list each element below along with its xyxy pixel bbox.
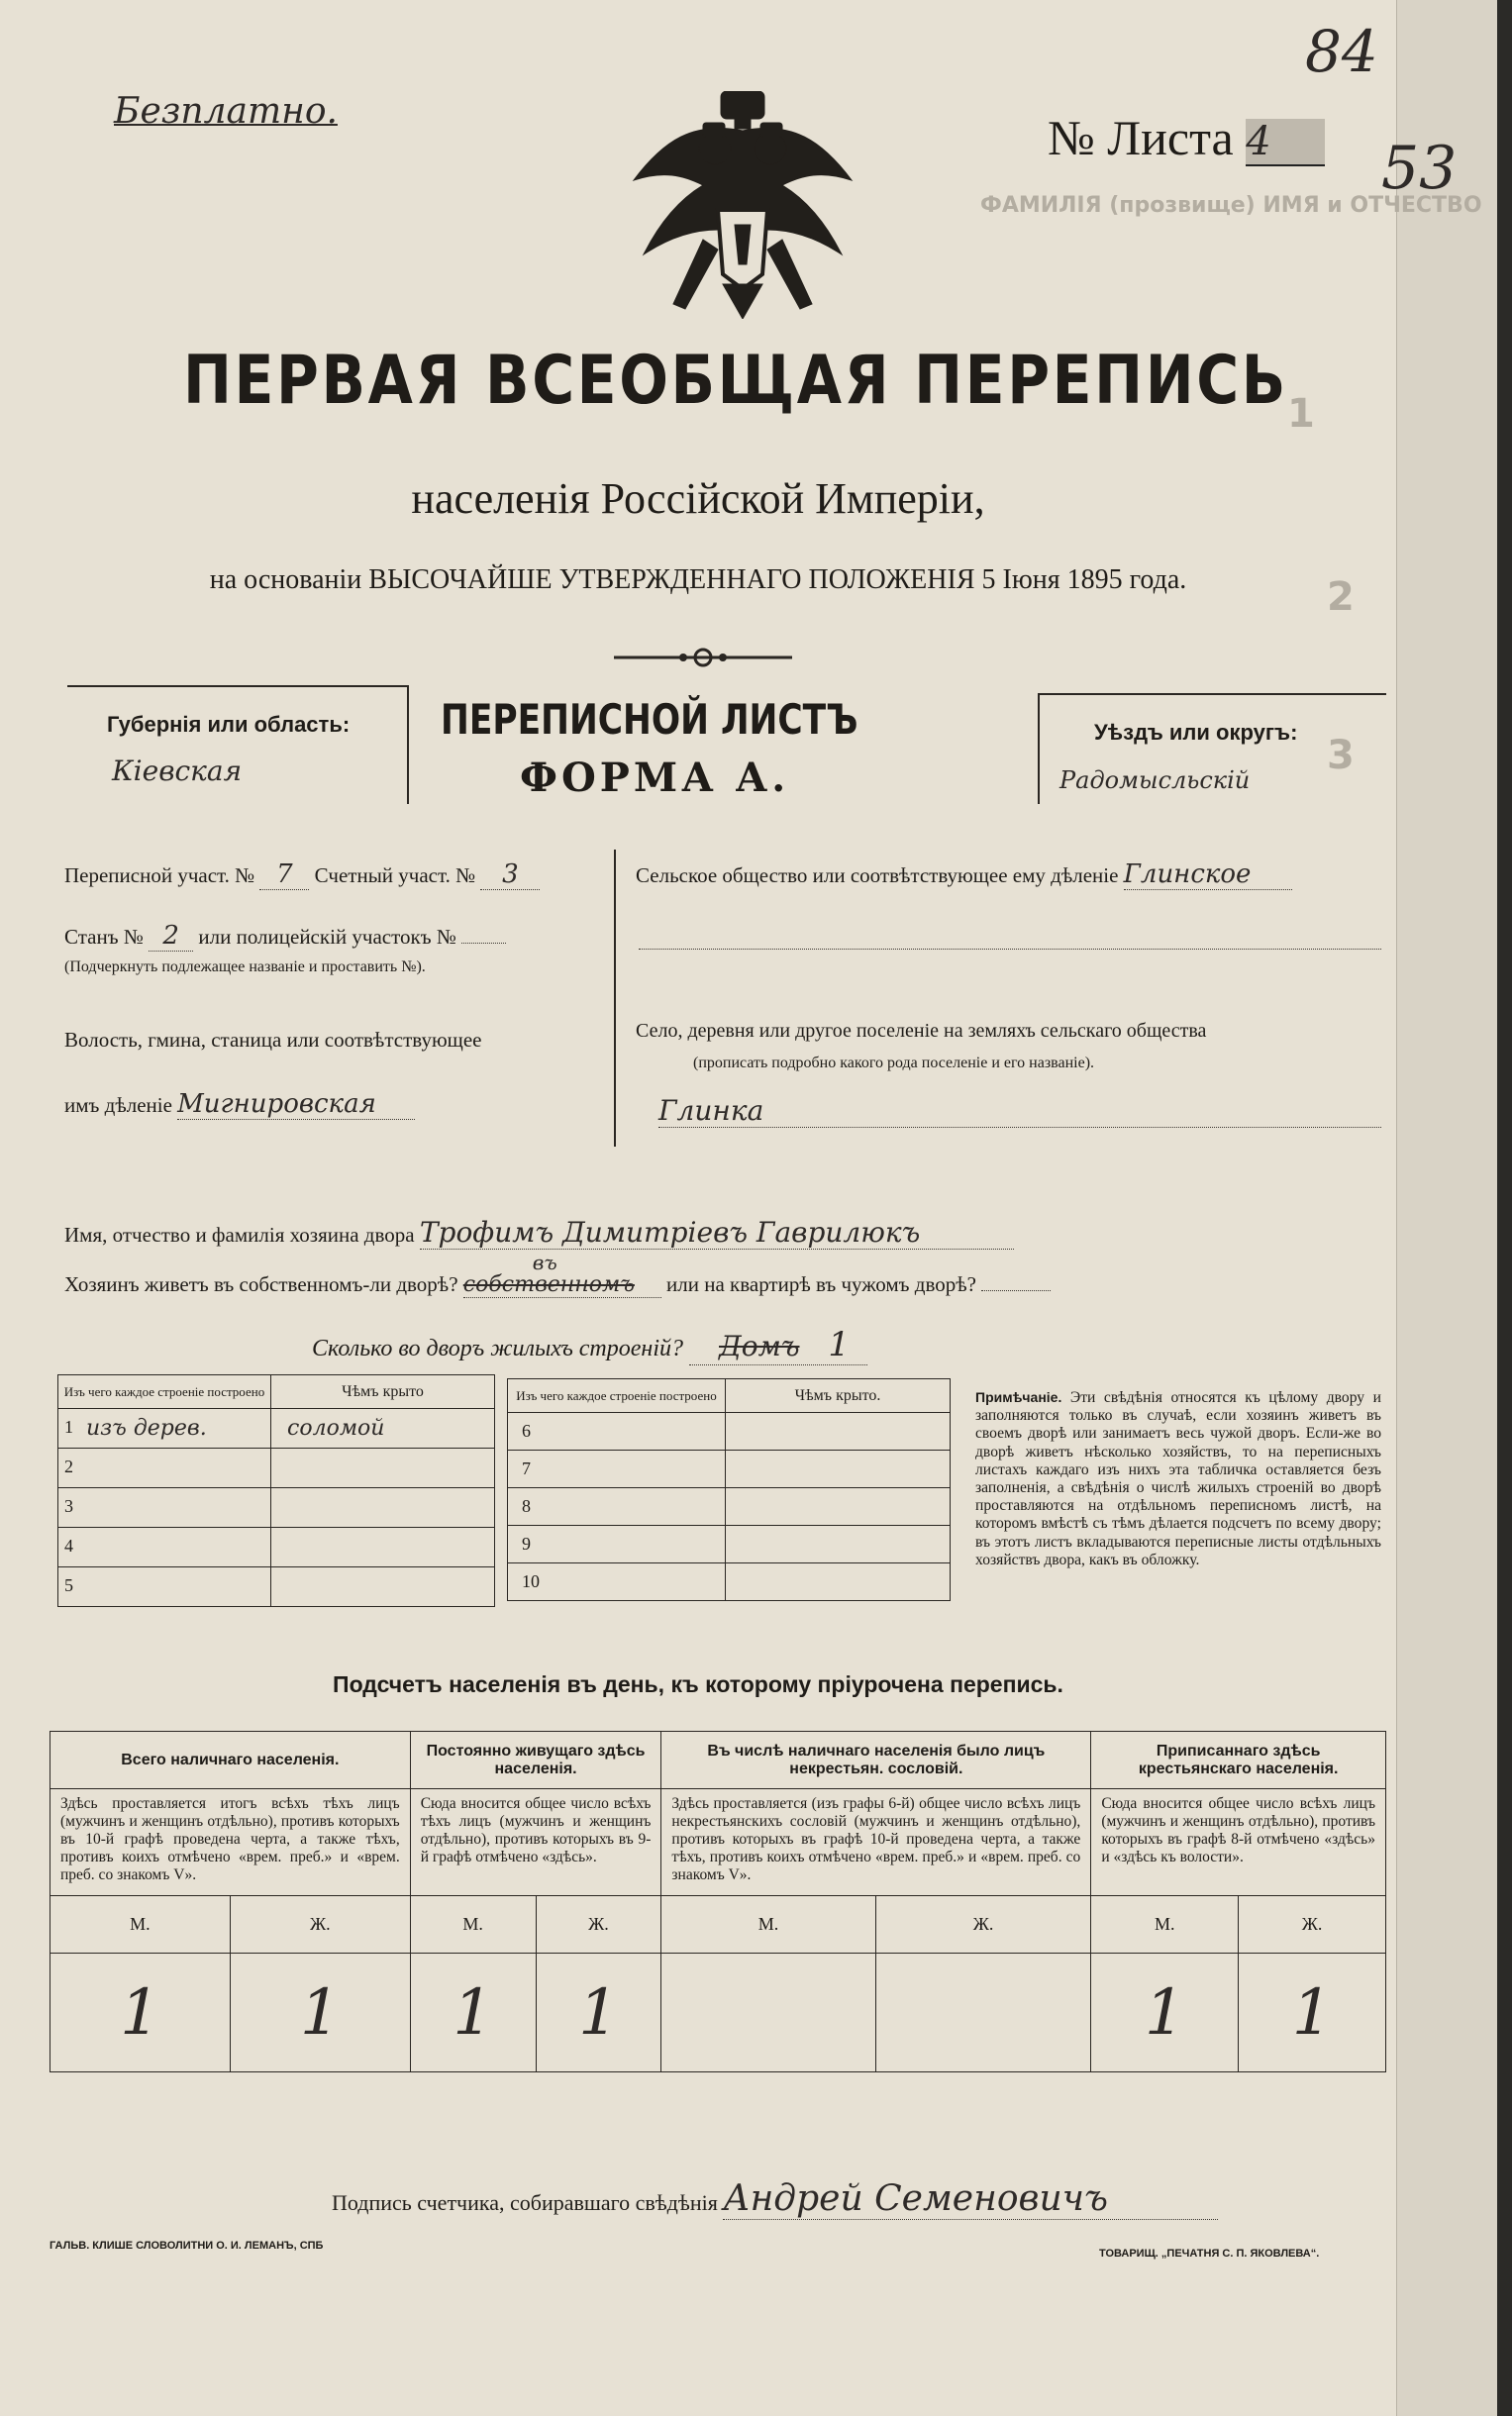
row-number: 4 (64, 1536, 73, 1556)
police-note: (Подчеркнуть подлежащее названіе и проставить №). (64, 958, 426, 975)
buildings-count-struck: Домъ (719, 1330, 800, 1362)
material-cell[interactable] (58, 1409, 271, 1449)
gubernia-box (67, 685, 409, 804)
roof-value[interactable] (271, 1449, 495, 1488)
society-value[interactable]: Глинское (1124, 859, 1292, 890)
population-table (50, 1731, 1386, 2072)
census-section-label: Переписной участ. № (64, 863, 255, 887)
row-number: 8 (522, 1496, 531, 1516)
uezd-value[interactable]: Радомысльскій (1059, 766, 1251, 794)
society-extra-line[interactable] (639, 949, 1381, 950)
uezd-label: Уѣздъ или округъ: (1094, 720, 1298, 745)
main-title: ПЕРВАЯ ВСЕОБЩАЯ ПЕРЕПИСЬ (183, 342, 1288, 420)
owner-rented-value[interactable] (981, 1290, 1051, 1291)
female-header: Ж. (230, 1896, 410, 1954)
population-values-row (50, 1954, 1386, 2072)
material-cell[interactable] (58, 1488, 271, 1528)
legal-basis: на основаніи ВЫСОЧАЙШЕ УТВЕРЖДЕННАГО ПОЛОЖЕНІЯ 5 Іюня 1895 года. (209, 564, 1187, 595)
population-col-desc: Здѣсь проставляется итогъ всѣхъ тѣхъ лицъ (мужчинъ и женщинъ отдѣльно), противъ которыхъ въ 10-й графѣ проведена черта, а также тѣхъ, противъ коихъ отмѣчено «врем. преб.» и «врем. преб. со знакомъ V». (50, 1789, 411, 1896)
village-label: Село, деревня или другое поселеніе на земляхъ сельскаго общества (636, 1020, 1207, 1042)
row-number: 5 (64, 1575, 73, 1595)
population-heading: Подсчетъ населенія въ день, къ которому пріурочена перепись. (333, 1671, 1063, 1697)
form-title: ПЕРЕПИСНОЙ ЛИСТЪ (441, 695, 858, 744)
male-count[interactable] (661, 1954, 875, 2072)
volost-value[interactable]: Мигнировская (177, 1089, 415, 1120)
buildings-count-label: Сколько во дворъ жилыхъ строеній? (312, 1336, 683, 1361)
row-number: 6 (522, 1421, 531, 1441)
sheet-number (1048, 109, 1325, 166)
male-header: М. (50, 1896, 231, 1954)
material-value: изъ дерев. (86, 1416, 207, 1441)
population-col-desc: Сюда вносится общее число всѣхъ тѣхъ лицъ (мужчинъ и женщинъ отдѣльно), противъ которыхъ въ 9-й графѣ отмѣчено «здѣсь». (410, 1789, 661, 1896)
society-label: Сельское общество или соотвѣтствующее ему дѣленіе (636, 863, 1119, 887)
stan-field (64, 921, 506, 952)
note-block (975, 1388, 1381, 1569)
female-count[interactable]: 1 (536, 1954, 661, 2072)
printer-right: ТОВАРИЩ. „ПЕЧАТНЯ С. П. ЯКОВЛЕВА“. (1099, 2248, 1320, 2260)
owner-residence-value-text: собственномъ (462, 1272, 635, 1297)
owner-name-field (64, 1216, 1014, 1250)
subtitle: населенія Россійской Имперіи, (411, 474, 985, 523)
row-number: 7 (522, 1459, 531, 1478)
roof-cell[interactable] (726, 1526, 951, 1563)
owner-name-value[interactable]: Трофимъ Димитріевъ Гаврилюкъ (420, 1216, 1014, 1250)
owner-rented-label: или на квартирѣ въ чужомъ дворѣ? (666, 1272, 976, 1296)
col-roof-header: Чѣмъ крыто (271, 1375, 495, 1409)
buildings-table-right (507, 1378, 951, 1601)
roof-value[interactable] (271, 1528, 495, 1567)
bleed-through-digit: 2 (1327, 574, 1355, 620)
fields-divider (614, 850, 616, 1147)
free-stamp: Безплатно. (114, 91, 338, 132)
stan-value[interactable]: 2 (149, 921, 193, 952)
roof-cell[interactable] (726, 1563, 951, 1601)
table-row (508, 1451, 951, 1488)
table-row (58, 1488, 495, 1528)
note-title: Примѣчаніе. (975, 1389, 1062, 1405)
double-headed-eagle-icon (624, 91, 861, 319)
female-count[interactable]: 1 (1239, 1954, 1386, 2072)
society-field (636, 859, 1292, 890)
table-row (508, 1526, 951, 1563)
population-col-desc: Здѣсь проставляется (изъ графы 6-й) общее число всѣхъ лицъ некрестьянскихъ сословій (мужчинъ и женщинъ отдѣльно), противъ которыхъ въ графѣ 10-й проведена черта, а также тѣхъ, противъ коихъ отмѣчено «врем. преб.» и «врем. преб. со знакомъ V». (661, 1789, 1091, 1896)
material-cell[interactable] (508, 1526, 726, 1563)
male-header: М. (410, 1896, 536, 1954)
male-count[interactable]: 1 (1091, 1954, 1239, 2072)
archive-folio-bottom: 53 (1381, 134, 1458, 203)
archive-folio-top: 84 (1305, 18, 1378, 85)
female-header: Ж. (875, 1896, 1091, 1954)
note-text: Эти свѣдѣнія относятся къ цѣлому двору и заполняются только въ случаѣ, если хозяинъ живетъ въ своемъ дворѣ или занимаетъ весь чужой дворъ. Если-же во дворѣ живетъ нѣсколько хозяйствъ, то на переписныхъ листахъ каждаго изъ нихъ эта табличка оставляется безъ заполненія, а свѣдѣнія о числѣ жилыхъ строеній во дворѣ проставляются на отдѣльномъ переписномъ листѣ, на которомъ вмѣстѣ съ тѣмъ дѣлается подсчетъ по всему двору; въ этотъ листъ вкладываются переписные листы отдѣльныхъ хозяйствъ двора, какъ въ обложку. (975, 1389, 1381, 1568)
counting-section-value[interactable]: 3 (480, 859, 540, 890)
col-material-header: Изъ чего каждое строеніе построено (58, 1375, 271, 1409)
signature-value[interactable]: Андрей Семеновичъ (723, 2178, 1218, 2220)
police-label: или полицейскій участокъ № (198, 925, 456, 949)
buildings-count-value[interactable] (689, 1325, 867, 1365)
roof-value[interactable] (271, 1567, 495, 1607)
sheet-number-value[interactable]: 4 (1246, 119, 1325, 166)
roof-value[interactable] (271, 1488, 495, 1528)
population-descs-row (50, 1789, 1386, 1896)
col-roof-header: Чѣмъ крыто. (726, 1379, 951, 1413)
ornament-divider (614, 644, 792, 671)
table-row (58, 1528, 495, 1567)
uezd-box (1038, 693, 1386, 804)
volost-label-line-2: имъ дѣленіе (64, 1093, 172, 1117)
population-col-title: Постоянно живущаго здѣсь населенія. (410, 1732, 661, 1789)
material-cell[interactable] (508, 1488, 726, 1526)
underlying-page-edge (1396, 0, 1497, 2416)
bleed-through-digit: 3 (1327, 733, 1355, 778)
village-value[interactable]: Глинка (658, 1094, 1381, 1128)
owner-residence-value-extra: въ (532, 1251, 557, 1274)
volost-label-line-1: Волость, гмина, станица или соотвѣтствующее (64, 1028, 482, 1052)
material-cell[interactable] (58, 1567, 271, 1607)
counting-section-label: Счетный участ. № (314, 863, 476, 887)
population-col-title: Въ числѣ наличнаго населенія было лицъ некрестьян. сословій. (661, 1732, 1091, 1789)
owner-residence-value[interactable] (462, 1251, 661, 1298)
printer-left: ГАЛЬВ. КЛИШЕ СЛОВОЛИТНИ О. И. ЛЕМАНЪ, СПБ (50, 2240, 324, 2252)
material-cell[interactable] (508, 1413, 726, 1451)
buildings-count-field (312, 1325, 867, 1365)
owner-residence-field (64, 1251, 1051, 1298)
census-section-value[interactable]: 7 (259, 859, 309, 890)
roof-value[interactable]: соломой (271, 1409, 495, 1449)
census-section-field (64, 859, 540, 890)
bleed-through-digit: 1 (1287, 391, 1315, 437)
population-col-title: Приписаннаго здѣсь крестьянскаго населенія. (1091, 1732, 1386, 1789)
roof-cell[interactable] (726, 1413, 951, 1451)
table-row (58, 1449, 495, 1488)
material-cell[interactable] (58, 1528, 271, 1567)
male-count[interactable]: 1 (410, 1954, 536, 2072)
police-value[interactable] (461, 943, 506, 944)
col-material-header: Изъ чего каждое строеніе построено (508, 1379, 726, 1413)
owner-residence-label: Хозяинъ живетъ въ собственномъ-ли дворѣ? (64, 1272, 458, 1296)
signature-label: Подпись счетчика, собиравшаго свѣдѣнія (332, 2190, 718, 2215)
buildings-table-left (57, 1374, 495, 1607)
table-row (508, 1413, 951, 1451)
male-count[interactable]: 1 (50, 1954, 231, 2072)
population-titles-row (50, 1732, 1386, 1789)
population-sex-row (50, 1896, 1386, 1954)
buildings-count-number: 1 (828, 1325, 851, 1364)
material-cell[interactable] (508, 1451, 726, 1488)
population-col-desc: Сюда вносится общее число всѣхъ лицъ (мужчинъ и женщинъ отдѣльно), противъ которыхъ въ графѣ 8-й отмѣчено «здѣсь» и «здѣсь къ волости». (1091, 1789, 1386, 1896)
table-header-row (508, 1379, 951, 1413)
owner-name-label: Имя, отчество и фамилія хозяина двора (64, 1223, 415, 1247)
population-col-title: Всего наличнаго населенія. (50, 1732, 411, 1789)
table-row (58, 1409, 495, 1449)
female-count[interactable] (875, 1954, 1091, 2072)
gubernia-label: Губернія или область: (107, 712, 351, 737)
roof-cell[interactable] (726, 1488, 951, 1526)
row-number: 1 (64, 1417, 73, 1437)
table-row (58, 1567, 495, 1607)
signature-field (332, 2178, 1218, 2220)
row-number: 3 (64, 1496, 73, 1516)
material-cell[interactable] (508, 1563, 726, 1601)
table-header-row (58, 1375, 495, 1409)
material-cell[interactable] (58, 1449, 271, 1488)
male-header: М. (1091, 1896, 1239, 1954)
sheet-number-label: № Листа (1048, 110, 1234, 165)
row-number: 9 (522, 1534, 531, 1554)
row-number: 10 (522, 1571, 540, 1591)
roof-cell[interactable] (726, 1451, 951, 1488)
volost-field (64, 1089, 415, 1120)
bleed-through-text: ФАМИЛІЯ (прозвище) ИМЯ и ОТЧЕСТВО (980, 193, 1482, 218)
table-row (508, 1488, 951, 1526)
female-count[interactable]: 1 (230, 1954, 410, 2072)
gubernia-value[interactable]: Кіевская (112, 755, 243, 787)
row-number: 2 (64, 1457, 73, 1476)
female-header: Ж. (1239, 1896, 1386, 1954)
village-note: (прописать подробно какого рода поселеніе и его названіе). (693, 1055, 1095, 1071)
stan-label: Станъ № (64, 925, 144, 949)
male-header: М. (661, 1896, 875, 1954)
table-row (508, 1563, 951, 1601)
female-header: Ж. (536, 1896, 661, 1954)
form-letter: ФОРМА А. (520, 755, 790, 801)
